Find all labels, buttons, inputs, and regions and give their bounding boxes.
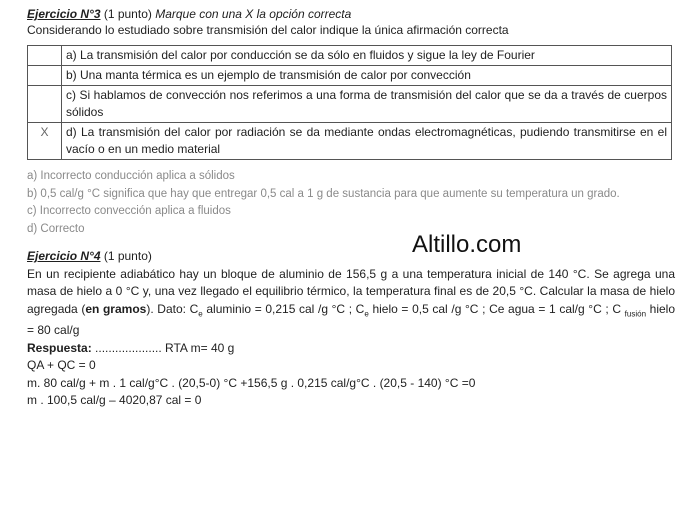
statement-part: hielo = 80 cal/g — [27, 301, 676, 338]
option-mark — [28, 86, 62, 123]
answer-value: .................... RTA m= 40 g — [91, 340, 235, 355]
answer-line: b) 0,5 cal/g °C significa que hay que entregar 0,5 cal a 1 g de sustancia para que aumente su temperatura un grado. — [27, 187, 620, 200]
ej4-points: (1 punto) — [100, 249, 152, 263]
options-table — [27, 45, 672, 160]
brand-watermark: Altillo.com — [412, 231, 522, 258]
option-text: d) La transmisión del calor por radiación se da mediante ondas electromagnéticas, pudiendo transmitirse en el vacío o en un medio material — [62, 123, 672, 160]
option-row — [28, 46, 672, 66]
calc-step: m. 80 cal/g + m . 1 cal/g°C . (20,5-0) °C +156,5 g . 0,215 cal/g°C . (20,5 - 140) °C =0 — [27, 375, 476, 390]
option-text: a) La transmisión del calor por conducción se da sólo en fluidos y sigue la ley de Fourier — [62, 46, 672, 66]
option-row — [28, 123, 672, 160]
ej3-instruction: Marque con una X la opción correcta — [155, 7, 352, 21]
answer-line-ej4 — [27, 340, 675, 358]
ej4-section — [27, 248, 675, 410]
ej3-points: (1 punto) — [100, 7, 156, 21]
option-text: b) Una manta térmica es un ejemplo de transmisión de calor por convección — [62, 66, 672, 86]
calc-step: QA + QC = 0 — [27, 358, 96, 373]
option-row — [28, 66, 672, 86]
ej3-title: Ejercicio N°3 — [27, 7, 101, 21]
option-row — [28, 86, 672, 123]
answer-line: d) Correcto — [27, 222, 85, 235]
option-mark — [28, 46, 62, 66]
statement-part: En un recipiente adiabático hay un bloque de aluminio de 156,5 g a una temperatura inicial de 140 °C. Se agrega una masa de hielo a 0 °C y, una vez llegado el equilibrio térmico, la temperatura final es de 20,5 °C. Calcular la masa de hielo agregada ( — [27, 266, 675, 316]
option-mark — [28, 66, 62, 86]
ej3-answers — [27, 168, 675, 238]
ej4-heading — [27, 248, 675, 266]
subscript: e — [198, 308, 203, 318]
statement-part: aluminio = 0,215 cal /g °C ; C — [202, 301, 365, 316]
option-mark: X — [28, 123, 62, 160]
subscript: e — [364, 308, 369, 318]
answer-label: Respuesta: — [27, 340, 92, 355]
ej3-subtitle: Considerando lo estudiado sobre transmisión del calor indique la única afirmación correcta — [27, 23, 509, 37]
statement-part: ). Dato: C — [146, 301, 199, 316]
ej4-title: Ejercicio N°4 — [27, 249, 101, 263]
subscript: fusión — [624, 308, 647, 318]
statement-part: hielo = 0,5 cal /g °C ; Ce agua = 1 cal/g °C ; C — [368, 301, 625, 316]
statement-bold: en gramos — [85, 301, 147, 316]
answer-line: c) Incorrecto convección aplica a fluidos — [27, 205, 231, 217]
document-page — [27, 6, 675, 410]
ej4-statement — [27, 266, 675, 340]
ej3-heading — [27, 6, 675, 22]
option-text: c) Si hablamos de convección nos referimos a una forma de transmisión del calor que se da a través de cuerpos sólidos — [62, 86, 672, 123]
answer-line: a) Incorrecto conducción aplica a sólidos — [27, 170, 235, 182]
calc-step: m . 100,5 cal/g – 4020,87 cal = 0 — [27, 393, 202, 408]
